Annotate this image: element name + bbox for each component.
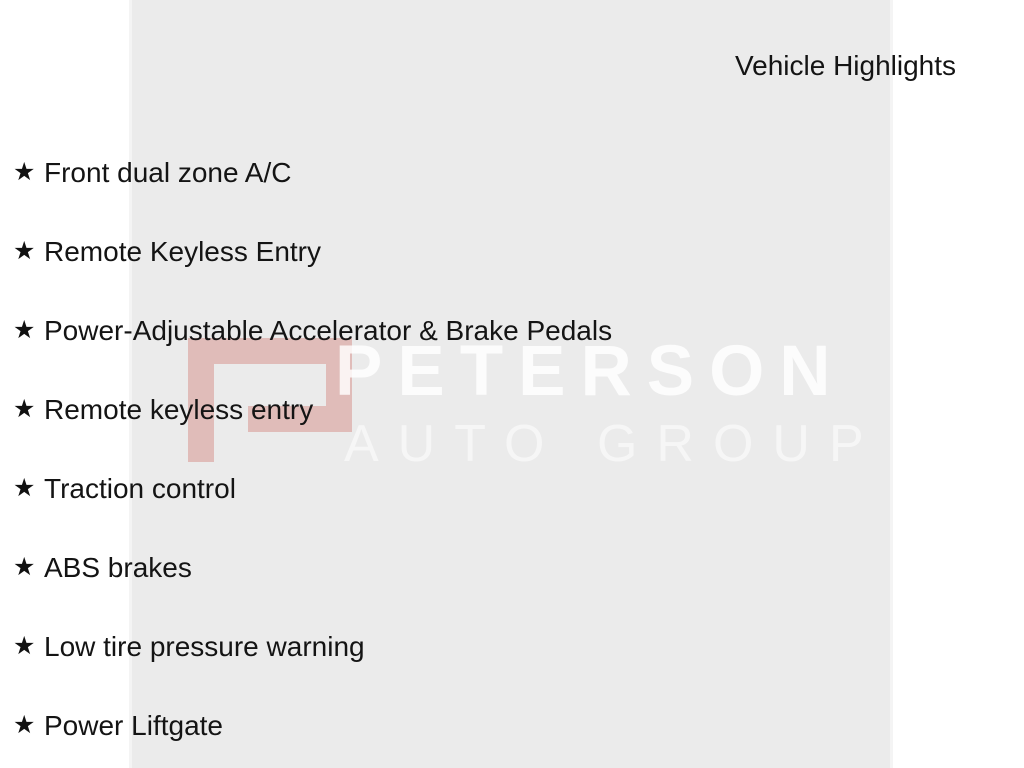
highlight-label: Power Liftgate — [44, 709, 223, 741]
list-item — [13, 212, 612, 291]
star-icon: ★ — [13, 632, 36, 660]
star-icon: ★ — [13, 316, 36, 344]
watermark-brand-subtitle: AUTO GROUP — [344, 415, 883, 473]
star-icon: ★ — [13, 711, 36, 739]
list-item — [13, 449, 612, 528]
highlights-list — [13, 133, 612, 765]
highlight-label: Remote Keyless Entry — [44, 235, 321, 267]
highlight-label: Traction control — [44, 472, 236, 504]
highlight-label: Remote keyless entry — [44, 393, 314, 425]
highlight-label: ABS brakes — [44, 551, 192, 583]
highlight-label: Power-Adjustable Accelerator & Brake Pedals — [44, 314, 613, 346]
list-item — [13, 528, 612, 607]
watermark-brand-name: PETERSON — [335, 332, 846, 411]
star-icon: ★ — [13, 553, 36, 581]
list-item — [13, 291, 612, 370]
star-icon: ★ — [13, 237, 36, 265]
list-item — [13, 370, 612, 449]
list-item — [13, 133, 612, 212]
list-item — [13, 607, 612, 686]
star-icon: ★ — [13, 395, 36, 423]
star-icon: ★ — [13, 474, 36, 502]
highlight-label: Low tire pressure warning — [44, 630, 365, 662]
list-item — [13, 686, 612, 765]
star-icon: ★ — [13, 158, 36, 186]
highlight-label: Front dual zone A/C — [44, 156, 292, 188]
page-title: Vehicle Highlights — [735, 50, 957, 81]
